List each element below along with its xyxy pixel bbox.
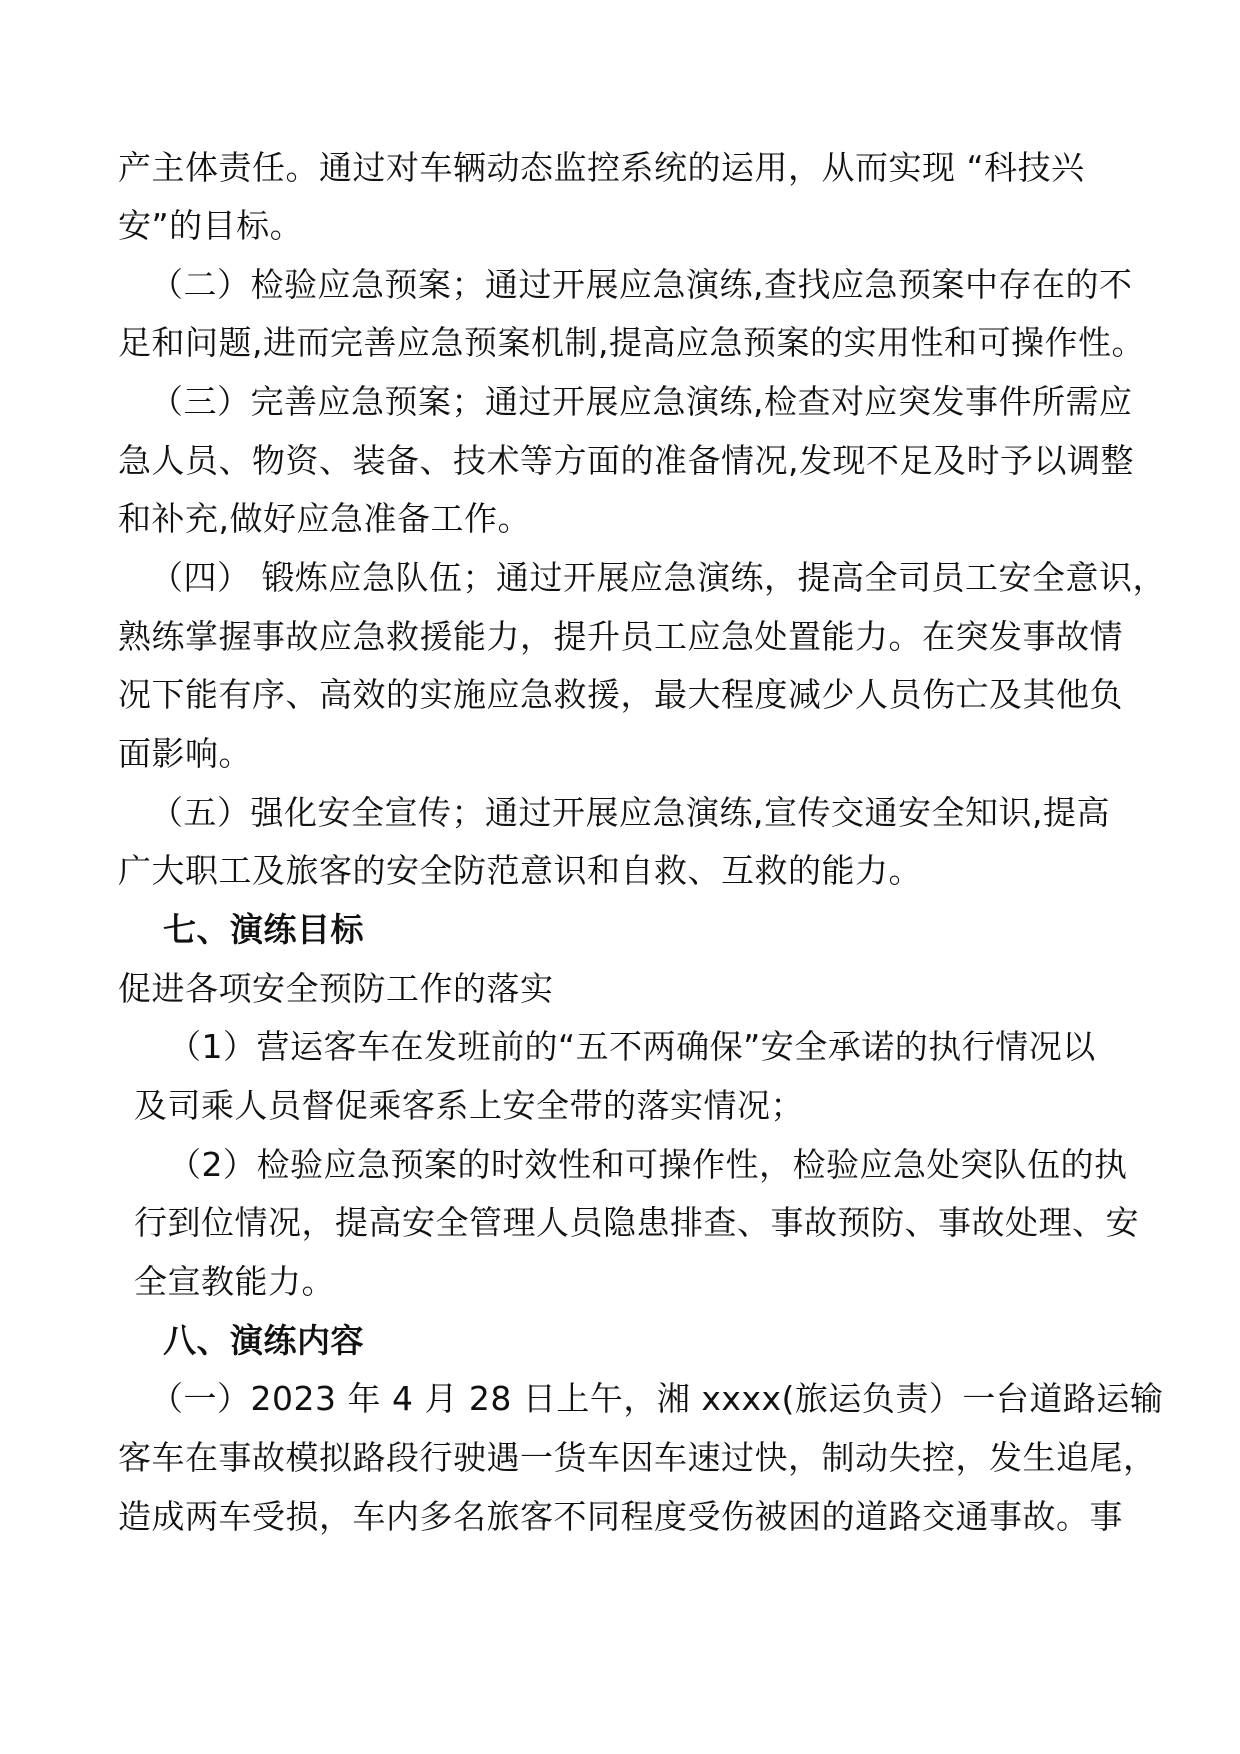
text-line: 急人员、物资、装备、技术等方面的准备情况,发现不足及时予以调整 — [118, 441, 1134, 480]
text-line: 全宣教能力。 — [134, 1262, 335, 1301]
text-line: 及司乘人员督促乘客系上安全带的落实情况； — [134, 1086, 804, 1125]
text-line: （二）检验应急预案；通过开展应急演练,查找应急预案中存在的不 — [150, 265, 1133, 304]
section-heading: 八、演练内容 — [163, 1321, 364, 1360]
text-line: 促进各项安全预防工作的落实 — [118, 969, 554, 1008]
text-line: 况下能有序、高效的实施应急救援，最大程度减少人员伤亡及其他负 — [118, 675, 1123, 714]
section-heading: 七、演练目标 — [163, 910, 364, 949]
text-line: （五）强化安全宣传；通过开展应急演练,宣传交通安全知识,提高 — [150, 793, 1110, 832]
text-line: 造成两车受损，车内多名旅客不同程度受伤被困的道路交通事故。事 — [118, 1497, 1123, 1536]
text-line: 行到位情况，提高安全管理人员隐患排查、事故预防、事故处理、安 — [134, 1203, 1139, 1242]
text-line: （四） 锻炼应急队伍；通过开展应急演练，提高全司员工安全意识， — [150, 558, 1166, 597]
text-line: （一）2023 年 4 月 28 日上午，湘 xxxx(旅运负责）一台道路运输 — [150, 1379, 1164, 1418]
text-line: 客车在事故模拟路段行驶遇一货车因车速过快，制动失控，发生追尾， — [118, 1438, 1157, 1477]
text-line: 熟练掌握事故应急救援能力，提升员工应急处置能力。在突发事故情 — [118, 617, 1123, 656]
text-line: （三）完善应急预案；通过开展应急演练,检查对应突发事件所需应 — [150, 382, 1133, 421]
text-line: 足和问题,进而完善应急预案机制,提高应急预案的实用性和可操作性。 — [118, 323, 1145, 362]
text-line: （2）检验应急预案的时效性和可操作性，检验应急处突队伍的执 — [168, 1145, 1128, 1184]
text-line: 产主体责任。通过对车辆动态监控系统的运用，从而实现 “科技兴 — [118, 148, 1085, 187]
text-line: 和补充,做好应急准备工作。 — [118, 499, 531, 538]
text-line: （1）营运客车在发班前的“五不两确保”安全承诺的执行情况以 — [168, 1027, 1096, 1066]
text-line: 广大职工及旅客的安全防范意识和自救、互救的能力。 — [118, 851, 922, 890]
text-line: 安”的目标。 — [118, 206, 304, 245]
text-line: 面影响。 — [118, 734, 252, 773]
